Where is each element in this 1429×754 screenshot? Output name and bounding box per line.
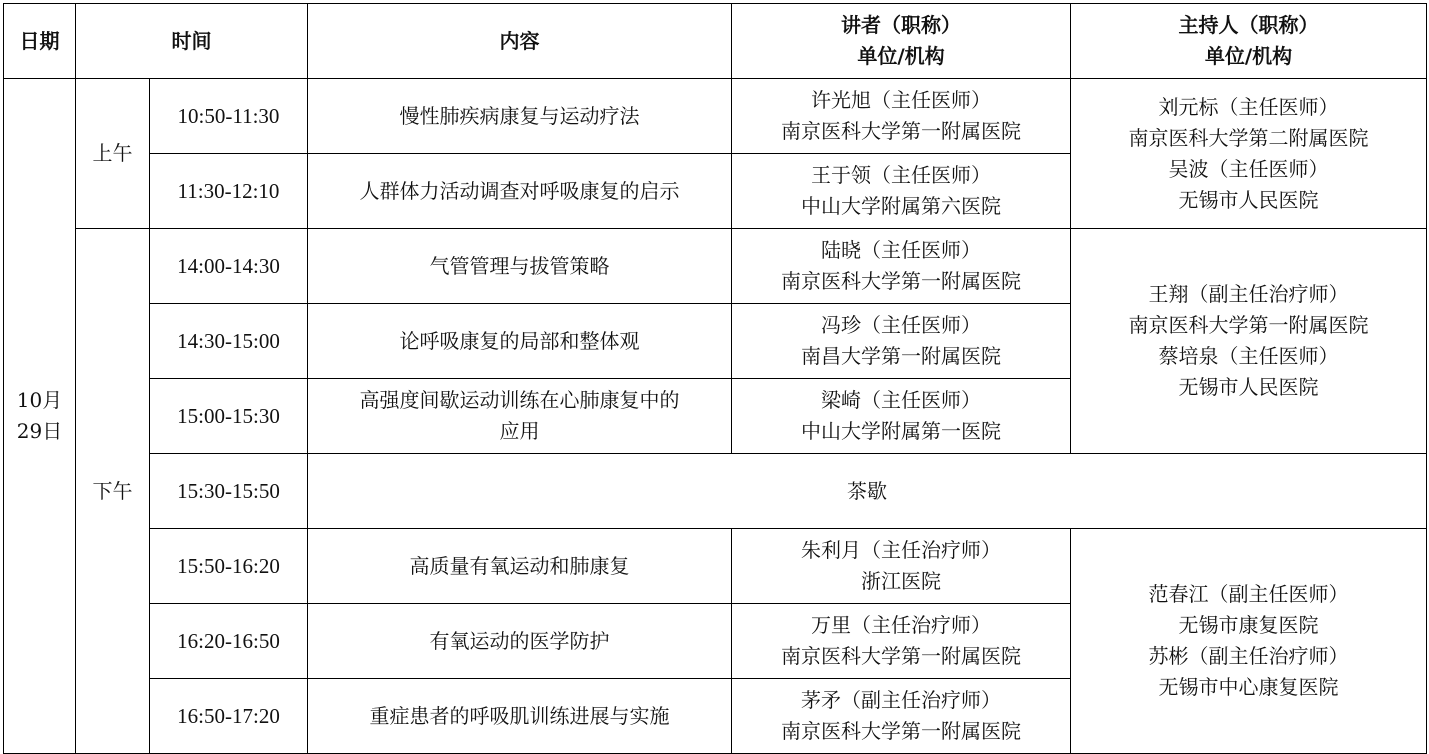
header-time: 时间: [76, 4, 308, 79]
header-date: 日期: [4, 4, 76, 79]
speaker-cell: 梁崎（主任医师） 中山大学附属第一医院: [732, 379, 1071, 454]
header-host: 主持人（职称） 单位/机构: [1071, 4, 1427, 79]
content-cell: 高强度间歇运动训练在心肺康复中的 应用: [308, 379, 732, 454]
speaker-cell: 冯珍（主任医师） 南昌大学第一附属医院: [732, 304, 1071, 379]
host-cell: 王翔（副主任治疗师） 南京医科大学第一附属医院 蔡培泉（主任医师） 无锡市人民医院: [1071, 229, 1427, 454]
speaker-cell: 茅矛（副主任治疗师） 南京医科大学第一附属医院: [732, 679, 1071, 754]
time-cell: 15:00-15:30: [150, 379, 308, 454]
speaker-cell: 许光旭（主任医师） 南京医科大学第一附属医院: [732, 79, 1071, 154]
time-cell: 15:50-16:20: [150, 529, 308, 604]
table-row: [4, 79, 1427, 154]
content-cell: 有氧运动的医学防护: [308, 604, 732, 679]
content-cell: 重症患者的呼吸肌训练进展与实施: [308, 679, 732, 754]
speaker-cell: 王于领（主任医师） 中山大学附属第六医院: [732, 154, 1071, 229]
table-row: [4, 454, 1427, 529]
period-afternoon: 下午: [76, 229, 150, 754]
host-cell: 范春江（副主任医师） 无锡市康复医院 苏彬（副主任治疗师） 无锡市中心康复医院: [1071, 529, 1427, 754]
content-cell: 人群体力活动调查对呼吸康复的启示: [308, 154, 732, 229]
time-cell: 14:00-14:30: [150, 229, 308, 304]
time-cell: 16:20-16:50: [150, 604, 308, 679]
time-cell: 16:50-17:20: [150, 679, 308, 754]
content-cell: 论呼吸康复的局部和整体观: [308, 304, 732, 379]
host-cell: 刘元标（主任医师） 南京医科大学第二附属医院 吴波（主任医师） 无锡市人民医院: [1071, 79, 1427, 229]
table-row: [4, 229, 1427, 304]
date-cell: 10月 29日: [4, 79, 76, 754]
speaker-cell: 朱利月（主任治疗师） 浙江医院: [732, 529, 1071, 604]
time-cell: 15:30-15:50: [150, 454, 308, 529]
header-row: [4, 4, 1427, 79]
speaker-cell: 陆晓（主任医师） 南京医科大学第一附属医院: [732, 229, 1071, 304]
table-row: [4, 529, 1427, 604]
time-cell: 11:30-12:10: [150, 154, 308, 229]
period-morning: 上午: [76, 79, 150, 229]
content-cell: 高质量有氧运动和肺康复: [308, 529, 732, 604]
break-cell: 茶歇: [308, 454, 1427, 529]
content-cell: 气管管理与拔管策略: [308, 229, 732, 304]
header-content: 内容: [308, 4, 732, 79]
speaker-cell: 万里（主任治疗师） 南京医科大学第一附属医院: [732, 604, 1071, 679]
schedule-table: [3, 3, 1427, 754]
time-cell: 10:50-11:30: [150, 79, 308, 154]
time-cell: 14:30-15:00: [150, 304, 308, 379]
content-cell: 慢性肺疾病康复与运动疗法: [308, 79, 732, 154]
header-speaker: 讲者（职称） 单位/机构: [732, 4, 1071, 79]
